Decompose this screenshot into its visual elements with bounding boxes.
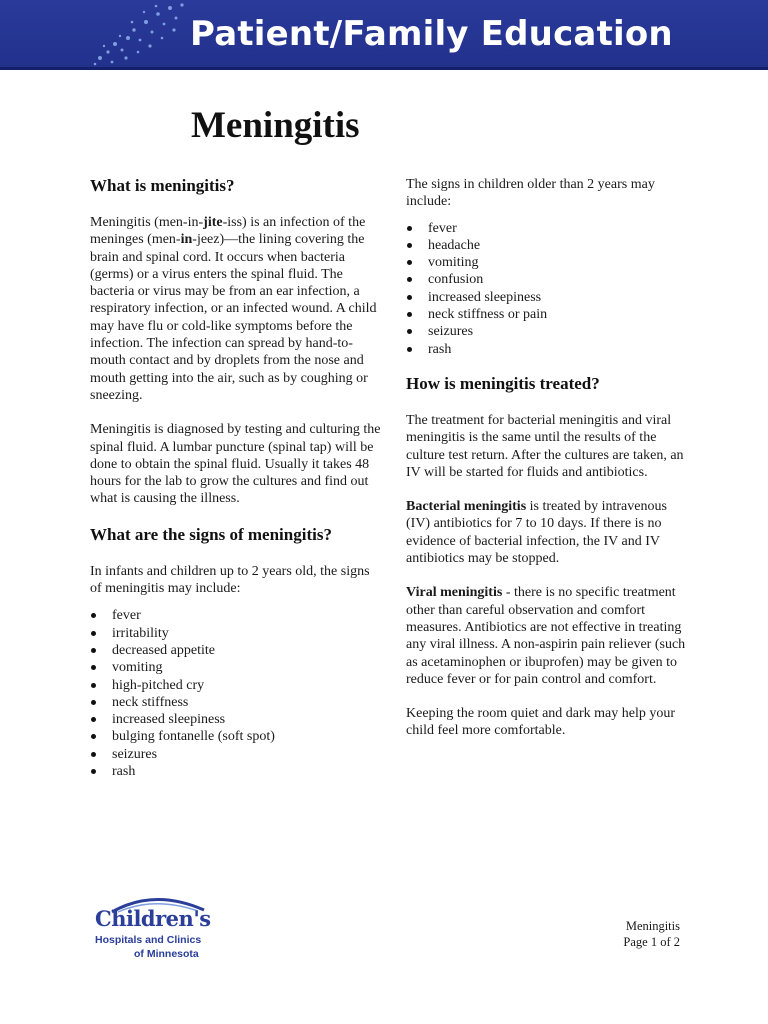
footer-doc-name: Meningitis: [625, 919, 680, 933]
logo-name: Children's: [95, 906, 211, 931]
paragraph-treatment: The treatment for bacterial meningitis and viral meningitis is the same until the results of the culture test return. After the cultures are taken, an IV will be started for fluids and antibiotics.: [406, 412, 684, 480]
logo-line1: Hospitals and Clinics: [95, 934, 202, 946]
section-heading-what-is: What is meningitis?: [90, 176, 235, 195]
header-banner: [0, 0, 768, 70]
list-item: headache: [406, 237, 692, 254]
infant-signs-list: [90, 607, 382, 780]
list-item: high-pitched cry: [90, 677, 382, 694]
list-item: rash: [90, 763, 382, 780]
paragraph-what-is: Meningitis (men-in-jite-iss) is an infection of the meninges (men-in-jeez)—the lining covering the brain and spinal cord. It occurs when bacteria (germs) or a virus enters the spinal fluid. The bacteria or virus may be from an ear infection, a respiratory infection, or an infected wound. A child may have flu or cold-like symptoms before the infection. The infection can spread by hand-to-mouth contact and by droplets from the nose and mouth getting into the air, such as by coughing or sneezing.: [90, 215, 377, 403]
list-item: vomiting: [406, 254, 692, 271]
list-item: neck stiffness: [90, 694, 382, 711]
list-item: confusion: [406, 271, 692, 288]
list-item: seizures: [406, 323, 692, 340]
list-item: rash: [406, 341, 692, 358]
list-item: fever: [90, 607, 382, 624]
list-item: neck stiffness or pain: [406, 306, 692, 323]
left-column: [90, 176, 382, 780]
section-heading-signs: What are the signs of meningitis?: [90, 524, 332, 544]
list-item: seizures: [90, 746, 382, 763]
paragraph-diagnosis: Meningitis is diagnosed by testing and culturing the spinal fluid. A lumbar puncture (spinal tap) will be done to obtain the spinal fluid. Usually it takes 48 hours for the lab to grow the cultures and find out what is causing the illness.: [90, 422, 381, 507]
paragraph-comfort: Keeping the room quiet and dark may help your child feel more comfortable.: [406, 706, 676, 739]
paragraph-bacterial: Bacterial meningitis is treated by intravenous (IV) antibiotics for 7 to 10 days. If there is no evidence of bacterial infection, the IV and IV antibiotics may be stopped.: [406, 499, 667, 567]
list-item: fever: [406, 220, 692, 237]
stars-decoration-icon: [0, 0, 200, 70]
page-footer: [600, 918, 680, 950]
footer-page-number: Page 1 of 2: [623, 935, 680, 949]
list-item: irritability: [90, 625, 382, 642]
right-column: [406, 176, 692, 740]
logo-line2: of Minnesota: [134, 948, 199, 960]
list-item: decreased appetite: [90, 642, 382, 659]
banner-title: Patient/Family Education: [190, 14, 673, 54]
paragraph-viral: Viral meningitis - there is no specific treatment other than careful observation and comfort measures. Antibiotics are not effective in treating any viral illness. A non-aspirin pain reliever (such as acetaminophen or ibuprofen) may be given to reduce fever or for pain control and comfort.: [406, 585, 686, 687]
paragraph-older-signs: The signs in children older than 2 years may include:: [406, 177, 655, 210]
list-item: bulging fontanelle (soft spot): [90, 728, 382, 745]
list-item: increased sleepiness: [406, 289, 692, 306]
older-signs-list: [406, 220, 692, 358]
childrens-logo: [94, 894, 224, 964]
list-item: vomiting: [90, 659, 382, 676]
document-title: Meningitis: [191, 105, 360, 146]
paragraph-infant-signs: In infants and children up to 2 years old, the signs of meningitis may include:: [90, 563, 370, 597]
list-item: increased sleepiness: [90, 711, 382, 728]
section-heading-treated: How is meningitis treated?: [406, 373, 600, 393]
